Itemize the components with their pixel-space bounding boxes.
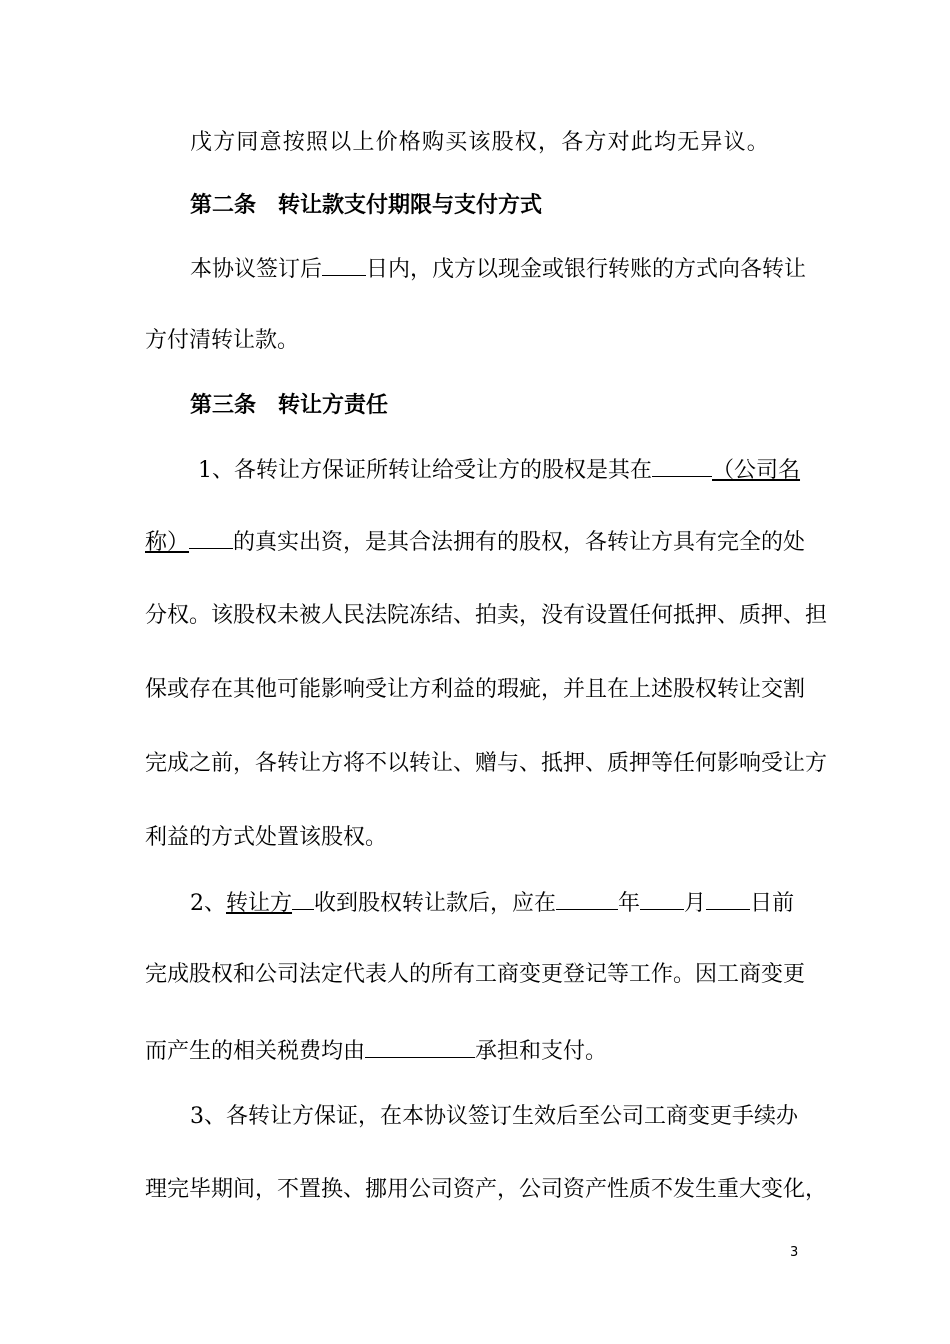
article-3-heading: 第三条 转让方责任 <box>190 392 389 418</box>
article-2-line-1: 本协议签订后 日内，戊方以现金或银行转账的方式向各转让 <box>190 253 806 285</box>
article-3-item-3-line-1: 3、各转让方保证，在本协议签订生效后至公司工商变更手续办 <box>190 1104 798 1129</box>
article-2-line-2: 方付清转让款。 <box>145 328 300 353</box>
article-3-item-1-line-2: 称） 的真实出资，是其合法拥有的股权，各转让方具有完全的处 <box>145 526 805 558</box>
article-3-item-1-line-1: 1、各转让方保证所转让给受让方的股权是其在 （公司名 <box>198 454 800 486</box>
article-3-item-1-line-5: 完成之前，各转让方将不以转让、赠与、抵押、质押等任何影响受让方 <box>145 751 828 776</box>
article-3-item-2-line-2: 完成股权和公司法定代表人的所有工商变更登记等工作。因工商变更 <box>145 962 806 987</box>
article-3-item-1-line-6: 利益的方式处置该股权。 <box>145 825 388 850</box>
blank-company <box>652 454 712 477</box>
article-3-item-1-line-3: 分权。该股权未被人民法院冻结、拍卖，没有设置任何抵押、质押、担 <box>145 603 828 628</box>
article-3-item-2-line-1: 2、转让方 收到股权转让款后，应在 年 月 日前 <box>190 887 794 919</box>
paragraph-text: 戊方同意按照以上价格购买该股权，各方对此均无异议。 <box>190 130 771 155</box>
blank-days <box>322 253 366 276</box>
page-number: 3 <box>790 1245 799 1260</box>
article-3-item-3-line-2: 理完毕期间，不置换、挪用公司资产，公司资产性质不发生重大变化， <box>145 1177 828 1202</box>
blank-tax-payer <box>365 1035 475 1058</box>
blank-company-end <box>189 526 233 549</box>
blank-month <box>640 887 684 910</box>
paragraph-agreement <box>190 128 770 158</box>
blank-day <box>706 887 750 910</box>
article-3-item-1-line-4: 保或存在其他可能影响受让方利益的瑕疵，并且在上述股权转让交割 <box>145 677 806 702</box>
article-2-heading: 第二条 转让款支付期限与支付方式 <box>190 192 543 218</box>
blank-year <box>556 887 618 910</box>
article-3-item-2-line-3: 而产生的相关税费均由 承担和支付。 <box>145 1035 607 1067</box>
